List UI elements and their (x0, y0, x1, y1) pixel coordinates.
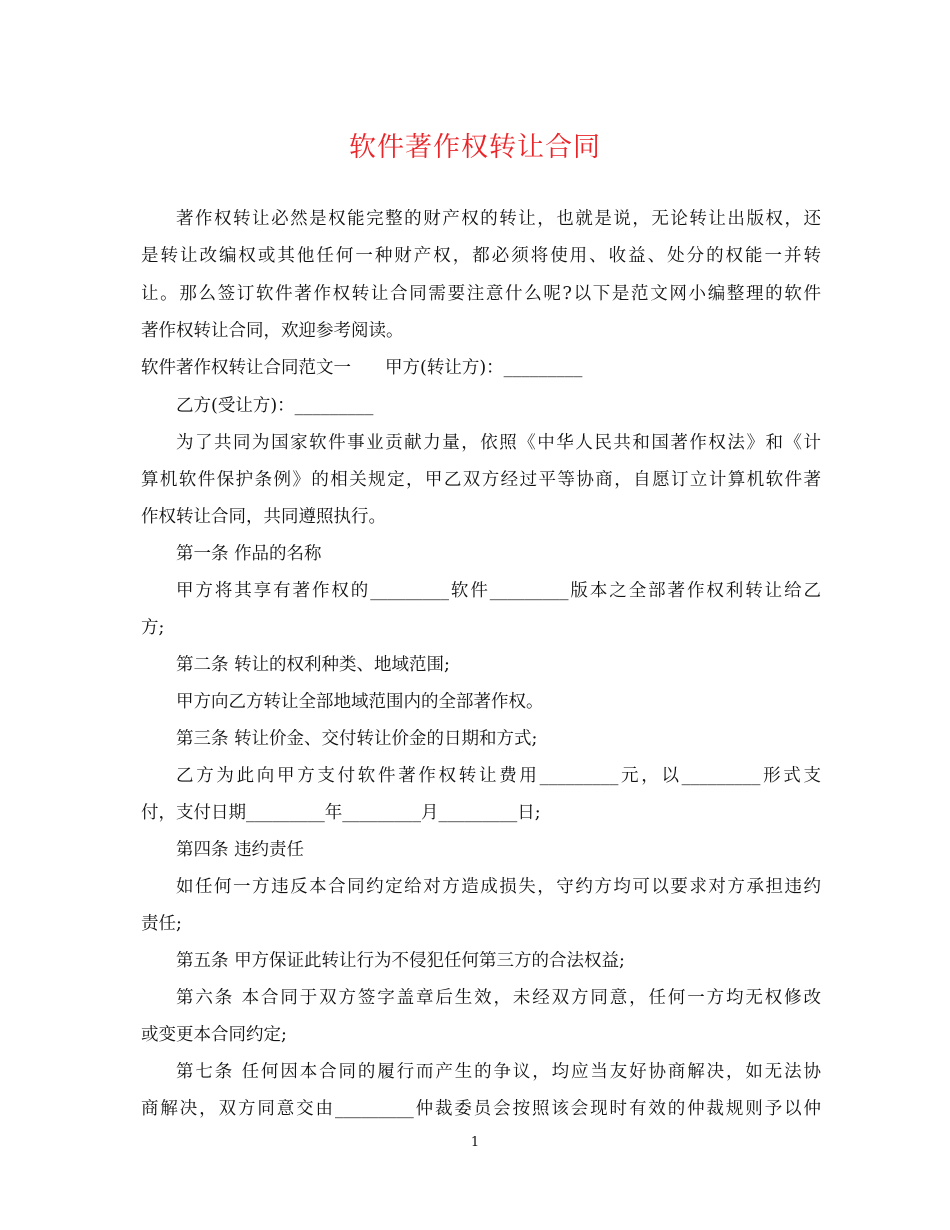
article-heading: 第一条 作品的名称 (176, 544, 322, 564)
paragraph-line: 甲方将其享有著作权的_________软件_________版本之全部著作权利转让给乙 (176, 581, 821, 601)
paragraph-line: 第六条 本合同于双方签字盖章后生效，未经双方同意，任何一方均无权修改 (176, 988, 821, 1008)
page-number: 1 (470, 1135, 480, 1150)
paragraph-line: 付，支付日期_________年_________月_________日; (141, 803, 541, 823)
paragraph-line: 为了共同为国家软件事业贡献力量，依照《中华人民共和国著作权法》和《计 (176, 433, 821, 453)
sample-heading: 软件著作权转让合同范文一 (141, 358, 351, 378)
paragraph-line: 作权转让合同，共同遵照执行。 (141, 507, 386, 527)
paragraph-line: 或变更本合同约定; (141, 1025, 287, 1045)
paragraph-line: 甲方向乙方转让全部地域范围内的全部著作权。 (176, 692, 544, 712)
section-heading-line (141, 355, 821, 381)
paragraph-line: 让。那么签订软件著作权转让合同需要注意什么呢?以下是范文网小编整理的软件 (141, 284, 821, 304)
paragraph-line: 著作权转让合同，欢迎参考阅读。 (141, 321, 404, 341)
paragraph-line: 责任; (141, 914, 182, 934)
paragraph-line: 乙方为此向甲方支付软件著作权转让费用_________元，以_________形式支 (176, 766, 821, 786)
article-heading: 第二条 转让的权利种类、地域范围; (176, 655, 450, 675)
article-heading: 第四条 违约责任 (176, 840, 305, 860)
party-b-line: 乙方(受让方)：_________ (176, 396, 374, 416)
paragraph-line: 第七条 任何因本合同的履行而产生的争议，均应当友好协商解决，如无法协 (176, 1062, 821, 1082)
paragraph-line: 方; (141, 618, 165, 638)
article-heading: 第三条 转让价金、交付转让价金的日期和方式; (176, 729, 538, 749)
article-heading: 第五条 甲方保证此转让行为不侵犯任何第三方的合法权益; (176, 951, 625, 971)
document-title: 软件著作权转让合同 (349, 132, 601, 163)
paragraph-line: 算机软件保护条例》的相关规定，甲乙双方经过平等协商，自愿订立计算机软件著 (141, 470, 821, 490)
paragraph-line: 如任何一方违反本合同约定给对方造成损失，守约方均可以要求对方承担违约 (176, 877, 821, 897)
paragraph-line: 是转让改编权或其他任何一种财产权，都必须将使用、收益、处分的权能一并转 (141, 246, 821, 266)
paragraph-line: 著作权转让必然是权能完整的财产权的转让，也就是说，无论转让出版权，还 (176, 209, 821, 229)
paragraph-line: 商解决，双方同意交由_________仲裁委员会按照该会现时有效的仲裁规则予以仲 (141, 1099, 821, 1119)
party-a-line: 甲方(转让方)：_________ (385, 358, 583, 378)
